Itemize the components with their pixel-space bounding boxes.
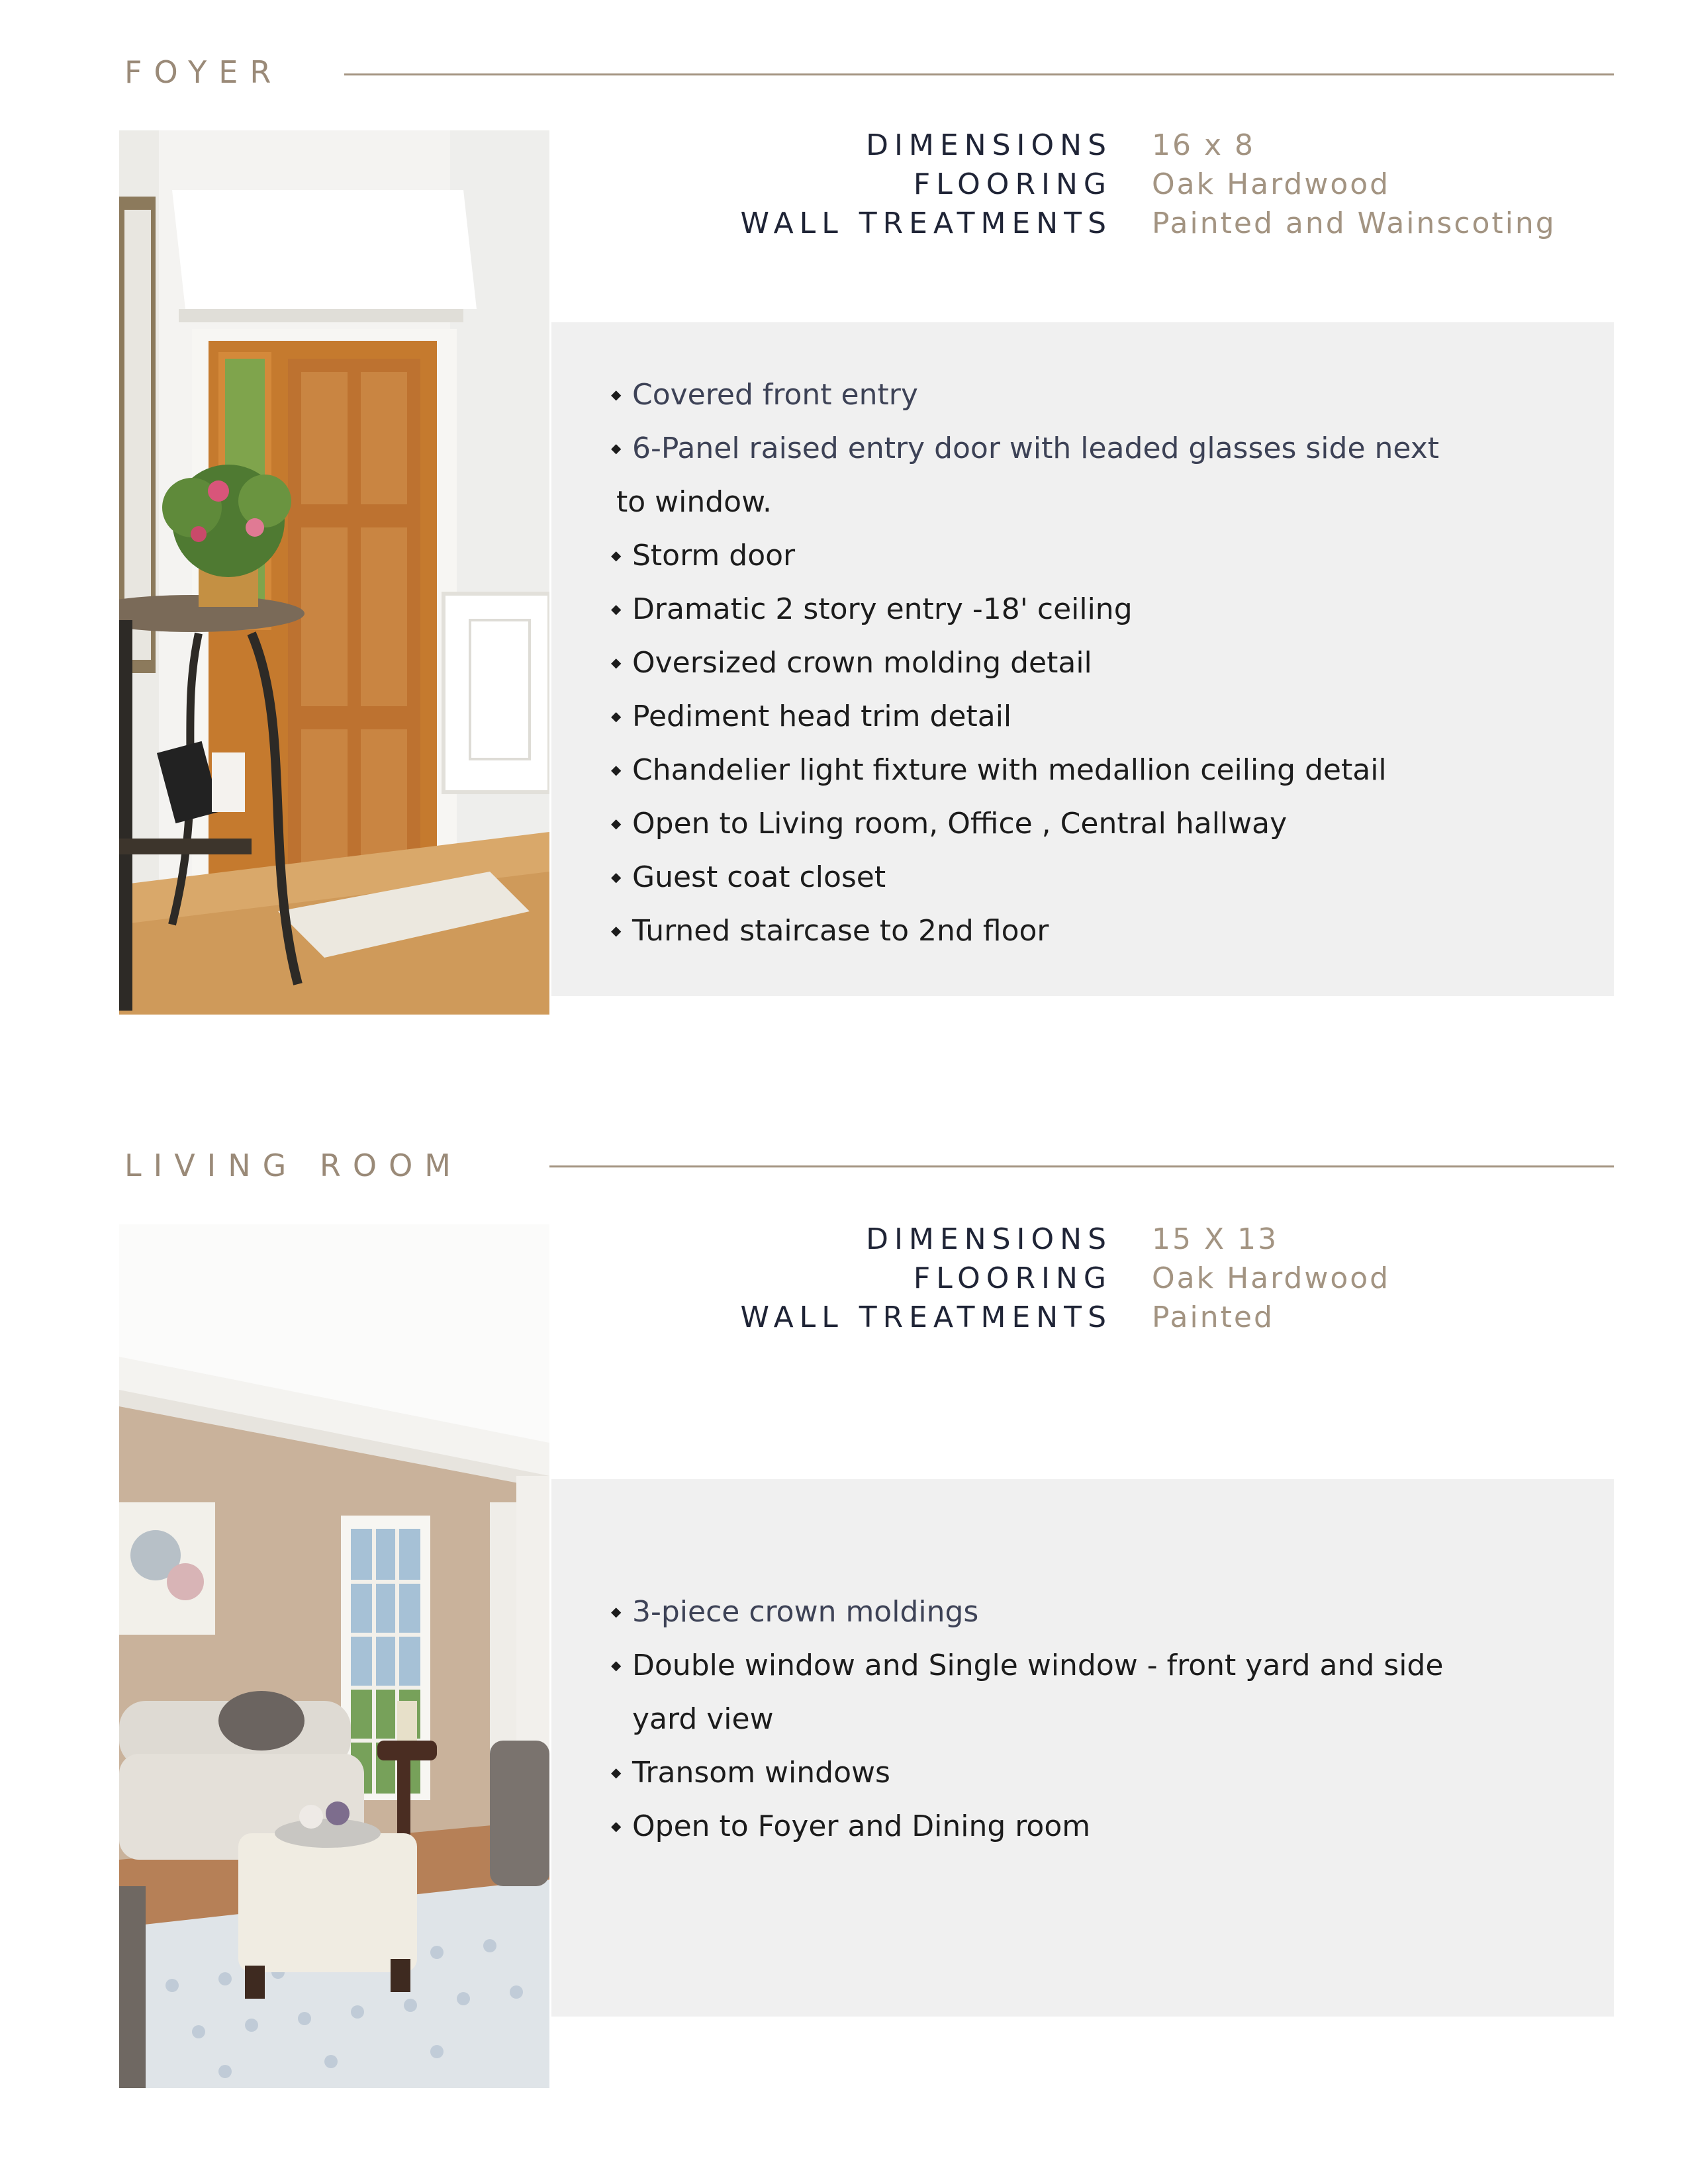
list-item: ◆ Open to Foyer and Dining room xyxy=(611,1799,1574,1853)
living-room-divider-rule xyxy=(549,1165,1614,1167)
bullet-icon: ◆ xyxy=(611,762,622,778)
living-room-section-title: LIVING ROOM xyxy=(124,1148,463,1183)
bullet-icon: ◆ xyxy=(611,923,622,938)
list-item: ◆ Storm door xyxy=(611,529,1574,582)
living-room-photo xyxy=(119,1224,549,2088)
list-item: ◆ Oversized crown molding detail xyxy=(611,636,1574,690)
foyer-flooring-label: FLOORING xyxy=(913,167,1112,201)
list-item: ◆ Guest coat closet xyxy=(611,850,1574,904)
list-item: ◆ Transom windows xyxy=(611,1746,1574,1799)
living-room-dimensions-value: 15 X 13 xyxy=(1152,1222,1279,1256)
foyer-feature-list xyxy=(611,368,1574,958)
list-item: ◆ Dramatic 2 story entry -18' ceiling xyxy=(611,582,1574,636)
list-item-continuation: yard view xyxy=(632,1702,774,1736)
list-item: ◆ Double window and Single window - front yard and side xyxy=(611,1639,1574,1692)
foyer-features-panel xyxy=(551,322,1614,996)
list-item: ◆ 3-piece crown moldings xyxy=(611,1585,1574,1639)
bullet-icon: ◆ xyxy=(611,1657,622,1673)
foyer-wall-value: Painted and Wainscoting xyxy=(1152,206,1556,240)
list-item-continuation: to window. xyxy=(616,485,773,519)
bullet-icon: ◆ xyxy=(611,1818,622,1834)
living-room-feature-list xyxy=(611,1585,1574,1853)
bullet-icon: ◆ xyxy=(611,655,622,670)
living-room-wall-value: Painted xyxy=(1152,1300,1274,1334)
bullet-icon: ◆ xyxy=(611,440,622,456)
foyer-divider-rule xyxy=(344,73,1614,75)
living-room-specs xyxy=(662,1220,1622,1337)
foyer-dimensions-label: DIMENSIONS xyxy=(866,128,1112,162)
foyer-wall-label: WALL TREATMENTS xyxy=(740,206,1112,240)
list-item: ◆ Covered front entry xyxy=(611,368,1574,422)
list-item: ◆ Chandelier light fixture with medallion ceiling detail xyxy=(611,743,1574,797)
living-room-features-panel xyxy=(551,1479,1614,2017)
bullet-icon: ◆ xyxy=(611,708,622,724)
bullet-icon: ◆ xyxy=(611,547,622,563)
foyer-specs xyxy=(662,126,1622,243)
living-room-wall-label: WALL TREATMENTS xyxy=(740,1300,1112,1334)
bullet-icon: ◆ xyxy=(611,387,622,402)
living-room-flooring-value: Oak Hardwood xyxy=(1152,1261,1391,1295)
living-room-dimensions-label: DIMENSIONS xyxy=(866,1222,1112,1256)
living-room-flooring-label: FLOORING xyxy=(913,1261,1112,1295)
bullet-icon: ◆ xyxy=(611,869,622,885)
bullet-icon: ◆ xyxy=(611,601,622,617)
foyer-section-title: FOYER xyxy=(124,54,283,90)
bullet-icon: ◆ xyxy=(611,815,622,831)
bullet-icon: ◆ xyxy=(611,1604,622,1619)
list-item: ◆ 6-Panel raised entry door with leaded glasses side next xyxy=(611,422,1574,475)
foyer-photo xyxy=(119,130,549,1015)
foyer-dimensions-value: 16 x 8 xyxy=(1152,128,1255,162)
list-item: ◆ Open to Living room, Office , Central hallway xyxy=(611,797,1574,850)
list-item: ◆ Turned staircase to 2nd floor xyxy=(611,904,1574,958)
bullet-icon: ◆ xyxy=(611,1764,622,1780)
foyer-flooring-value: Oak Hardwood xyxy=(1152,167,1391,201)
list-item: ◆ Pediment head trim detail xyxy=(611,690,1574,743)
